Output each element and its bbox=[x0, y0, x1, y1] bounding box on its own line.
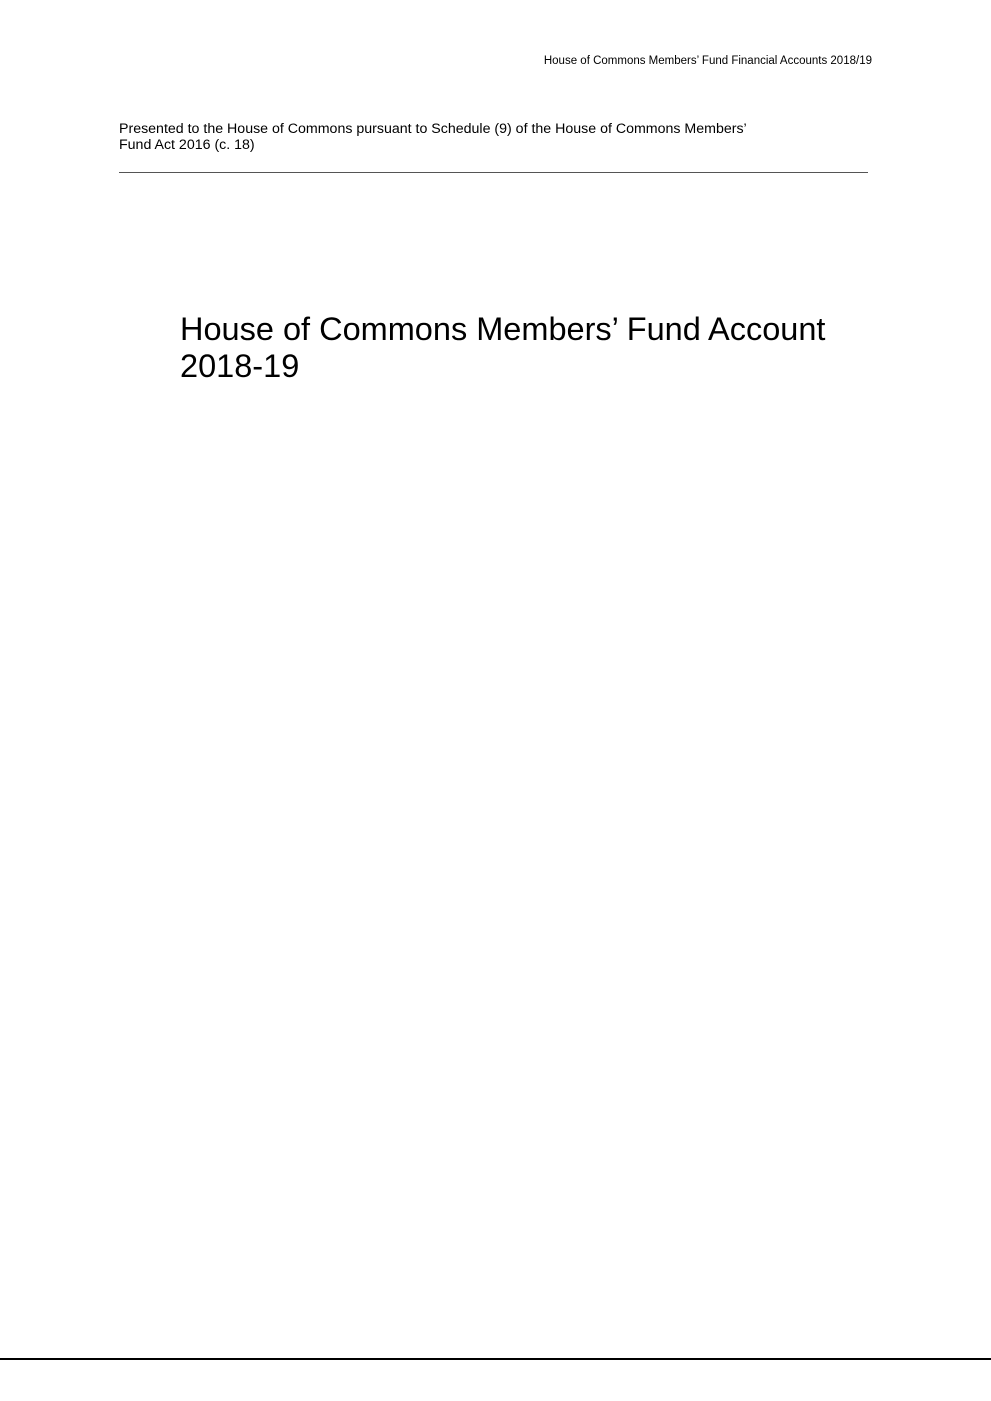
presentation-statement-line: Presented to the House of Commons pursuant to Schedule (9) of the House of Commons Members’ bbox=[119, 121, 747, 137]
document-title bbox=[180, 311, 825, 385]
title-line: 2018-19 bbox=[180, 348, 300, 384]
footer-divider bbox=[0, 1358, 991, 1360]
divider bbox=[119, 172, 868, 173]
presentation-statement-line: Fund Act 2016 (c. 18) bbox=[119, 137, 255, 153]
running-header: House of Commons Members’ Fund Financial Accounts 2018/19 bbox=[543, 55, 872, 67]
presentation-statement bbox=[119, 121, 879, 153]
title-line: House of Commons Members’ Fund Account bbox=[180, 311, 826, 347]
